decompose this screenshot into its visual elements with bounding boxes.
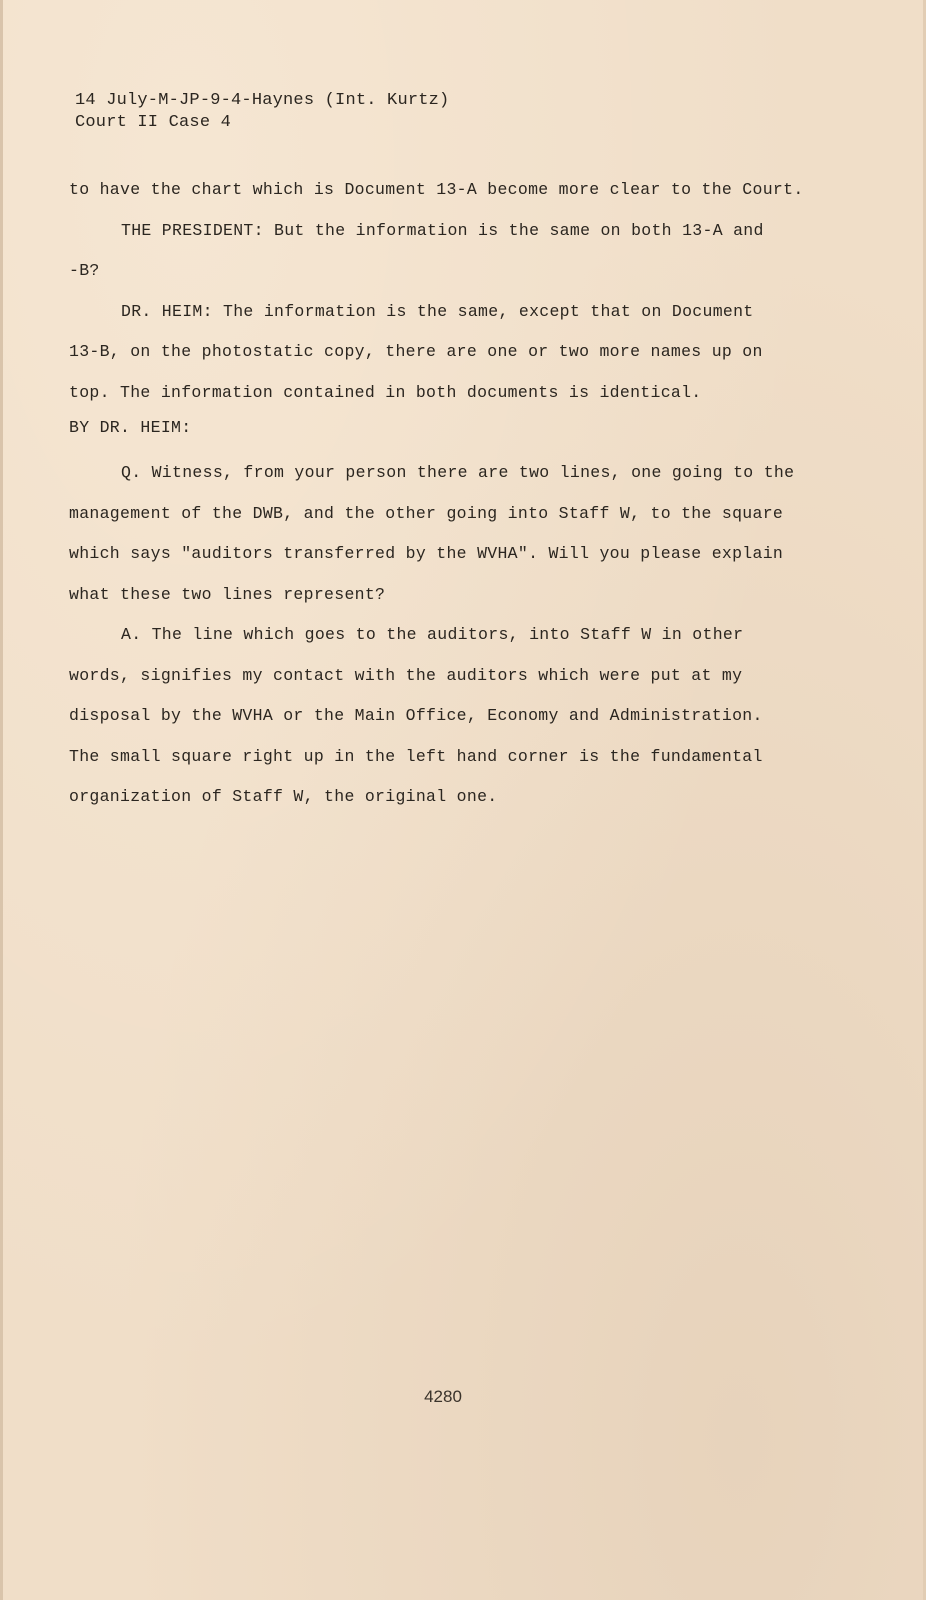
transcript-line: THE PRESIDENT: But the information is the same on both 13-A and	[121, 220, 764, 240]
transcript-line: DR. HEIM: The information is the same, except that on Document	[121, 301, 754, 321]
transcript-line: top. The information contained in both documents is identical.	[69, 382, 702, 402]
transcript-line: BY DR. HEIM:	[69, 418, 192, 437]
header-line-2: Court II Case 4	[75, 113, 232, 132]
document-header	[75, 90, 449, 134]
transcript-line: disposal by the WVHA or the Main Office, Economy and Administration.	[69, 706, 763, 725]
transcript-body	[69, 170, 829, 818]
transcript-line: A. The line which goes to the auditors, into Staff W in other	[121, 625, 744, 644]
transcript-line: what these two lines represent?	[69, 584, 386, 604]
transcript-line: -B?	[69, 261, 100, 280]
header-line-1: 14 July-M-JP-9-4-Haynes (Int. Kurtz)	[75, 91, 450, 110]
transcript-line: 13-B, on the photostatic copy, there are one or two more names up on	[69, 342, 763, 361]
transcript-line: The small square right up in the left hand corner is the fundamental	[69, 746, 763, 766]
transcript-line: which says "auditors transferred by the WVHA". Will you please explain	[69, 544, 784, 563]
transcript-line: words, signifies my contact with the auditors which were put at my	[69, 665, 743, 685]
transcript-line: management of the DWB, and the other going into Staff W, to the square	[69, 503, 784, 523]
transcript-line: Q. Witness, from your person there are two lines, one going to the	[121, 463, 795, 482]
transcript-line: to have the chart which is Document 13-A become more clear to the Court.	[69, 180, 804, 199]
transcript-line: organization of Staff W, the original one.	[69, 787, 498, 806]
page-number: 4280	[424, 1387, 462, 1406]
